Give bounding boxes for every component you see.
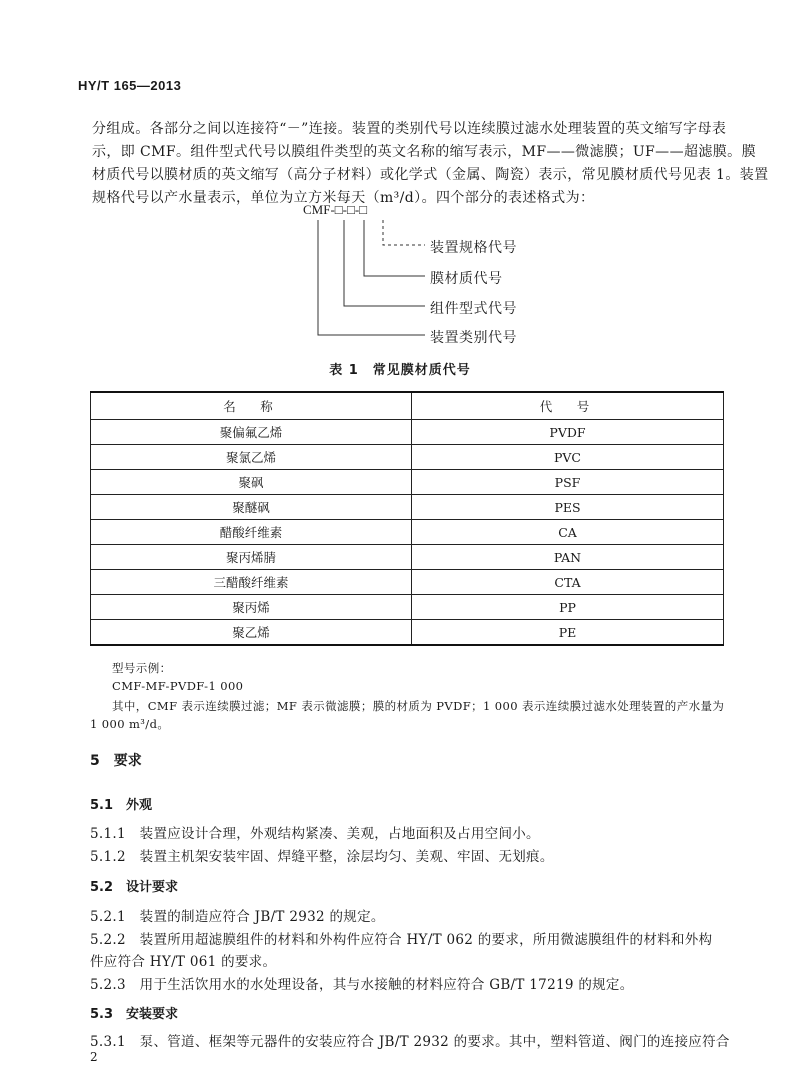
example-code: CMF-MF-PVDF-1 000 xyxy=(112,679,244,693)
material-code: PVC xyxy=(412,445,724,470)
intro-line: 分组成。各部分之间以连接符“－”连接。装置的类别代号以连续膜过滤水处理装置的英文缩写字母表 xyxy=(92,121,727,137)
clause-5-2-2-cont: 件应符合 HY/T 061 的要求。 xyxy=(90,954,277,970)
material-code: PVDF xyxy=(412,420,724,445)
legend-module-type-code: 组件型式代号 xyxy=(430,301,517,317)
legend-spec-code: 装置规格代号 xyxy=(430,240,517,256)
section-5-heading: 5 要求 xyxy=(90,753,142,769)
table-row xyxy=(91,545,724,570)
table-row xyxy=(91,470,724,495)
legend-category-code: 装置类别代号 xyxy=(430,330,517,346)
material-code: PES xyxy=(412,495,724,520)
material-code: PSF xyxy=(412,470,724,495)
legend-material-code: 膜材质代号 xyxy=(430,271,503,287)
material-name: 聚氯乙烯 xyxy=(91,445,412,470)
material-name: 三醋酸纤维素 xyxy=(91,570,412,595)
section-5-3-heading: 5.3 安装要求 xyxy=(90,1007,179,1022)
material-code: CA xyxy=(412,520,724,545)
intro-line: 示，即 CMF。组件型式代号以膜组件类型的英文名称的缩写表示，MF——微滤膜；UF——超滤膜。膜 xyxy=(92,144,756,160)
table-row xyxy=(91,445,724,470)
table-header-row xyxy=(91,392,724,420)
clause-5-2-1: 5.2.1 装置的制造应符合 JB/T 2932 的规定。 xyxy=(90,909,385,925)
clause-5-3-1: 5.3.1 泵、管道、框架等元器件的安装应符合 JB/T 2932 的要求。其中，塑料管道、阀门的连接应符合 xyxy=(90,1034,730,1050)
material-name: 聚乙烯 xyxy=(91,620,412,646)
material-code: PP xyxy=(412,595,724,620)
material-name: 聚醚砜 xyxy=(91,495,412,520)
table-row xyxy=(91,570,724,595)
material-name: 聚偏氟乙烯 xyxy=(91,420,412,445)
table-row xyxy=(91,495,724,520)
table-row xyxy=(91,520,724,545)
page-number: 2 xyxy=(90,1050,98,1064)
table-row xyxy=(91,620,724,646)
example-explanation: 其中，CMF 表示连续膜过滤；MF 表示微滤膜；膜的材质为 PVDF；1 000 表示连续膜过滤水处理装置的产水量为 xyxy=(112,699,725,713)
membrane-material-table xyxy=(90,391,724,646)
code-format-leader-lines xyxy=(0,0,800,360)
section-5-2-heading: 5.2 设计要求 xyxy=(90,880,179,895)
clause-5-1-2: 5.1.2 装置主机架安装牢固、焊缝平整，涂层均匀、美观、牢固、无划痕。 xyxy=(90,849,554,865)
standard-code: HY/T 165—2013 xyxy=(78,78,182,93)
intro-line: 规格代号以产水量表示，单位为立方米每天（m³/d）。四个部分的表述格式为： xyxy=(92,190,595,206)
material-code: PE xyxy=(412,620,724,646)
material-name: 聚砜 xyxy=(91,470,412,495)
header-name: 名 称 xyxy=(91,392,412,420)
code-format: CMF-□-□-□ xyxy=(303,202,368,217)
material-name: 聚丙烯 xyxy=(91,595,412,620)
example-label: 型号示例： xyxy=(112,661,172,675)
clause-5-2-3: 5.2.3 用于生活饮用水的水处理设备，其与水接触的材料应符合 GB/T 17219 的规定。 xyxy=(90,977,634,993)
material-code: PAN xyxy=(412,545,724,570)
clause-5-1-1: 5.1.1 装置应设计合理，外观结构紧凑、美观，占地面积及占用空间小。 xyxy=(90,826,540,842)
clause-5-2-2: 5.2.2 装置所用超滤膜组件的材料和外构件应符合 HY/T 062 的要求，所用微滤膜组件的材料和外构 xyxy=(90,932,713,948)
table-row xyxy=(91,595,724,620)
table-title: 表 1 常见膜材质代号 xyxy=(329,363,471,378)
material-code: CTA xyxy=(412,570,724,595)
section-5-1-heading: 5.1 外观 xyxy=(90,798,153,813)
material-name: 醋酸纤维素 xyxy=(91,520,412,545)
table-row xyxy=(91,420,724,445)
example-explanation-cont: 1 000 m³/d。 xyxy=(90,717,170,731)
header-code: 代 号 xyxy=(412,392,724,420)
material-name: 聚丙烯腈 xyxy=(91,545,412,570)
intro-line: 材质代号以膜材质的英文缩写（高分子材料）或化学式（金属、陶瓷）表示，常见膜材质代号见表 1。装置 xyxy=(92,167,769,183)
